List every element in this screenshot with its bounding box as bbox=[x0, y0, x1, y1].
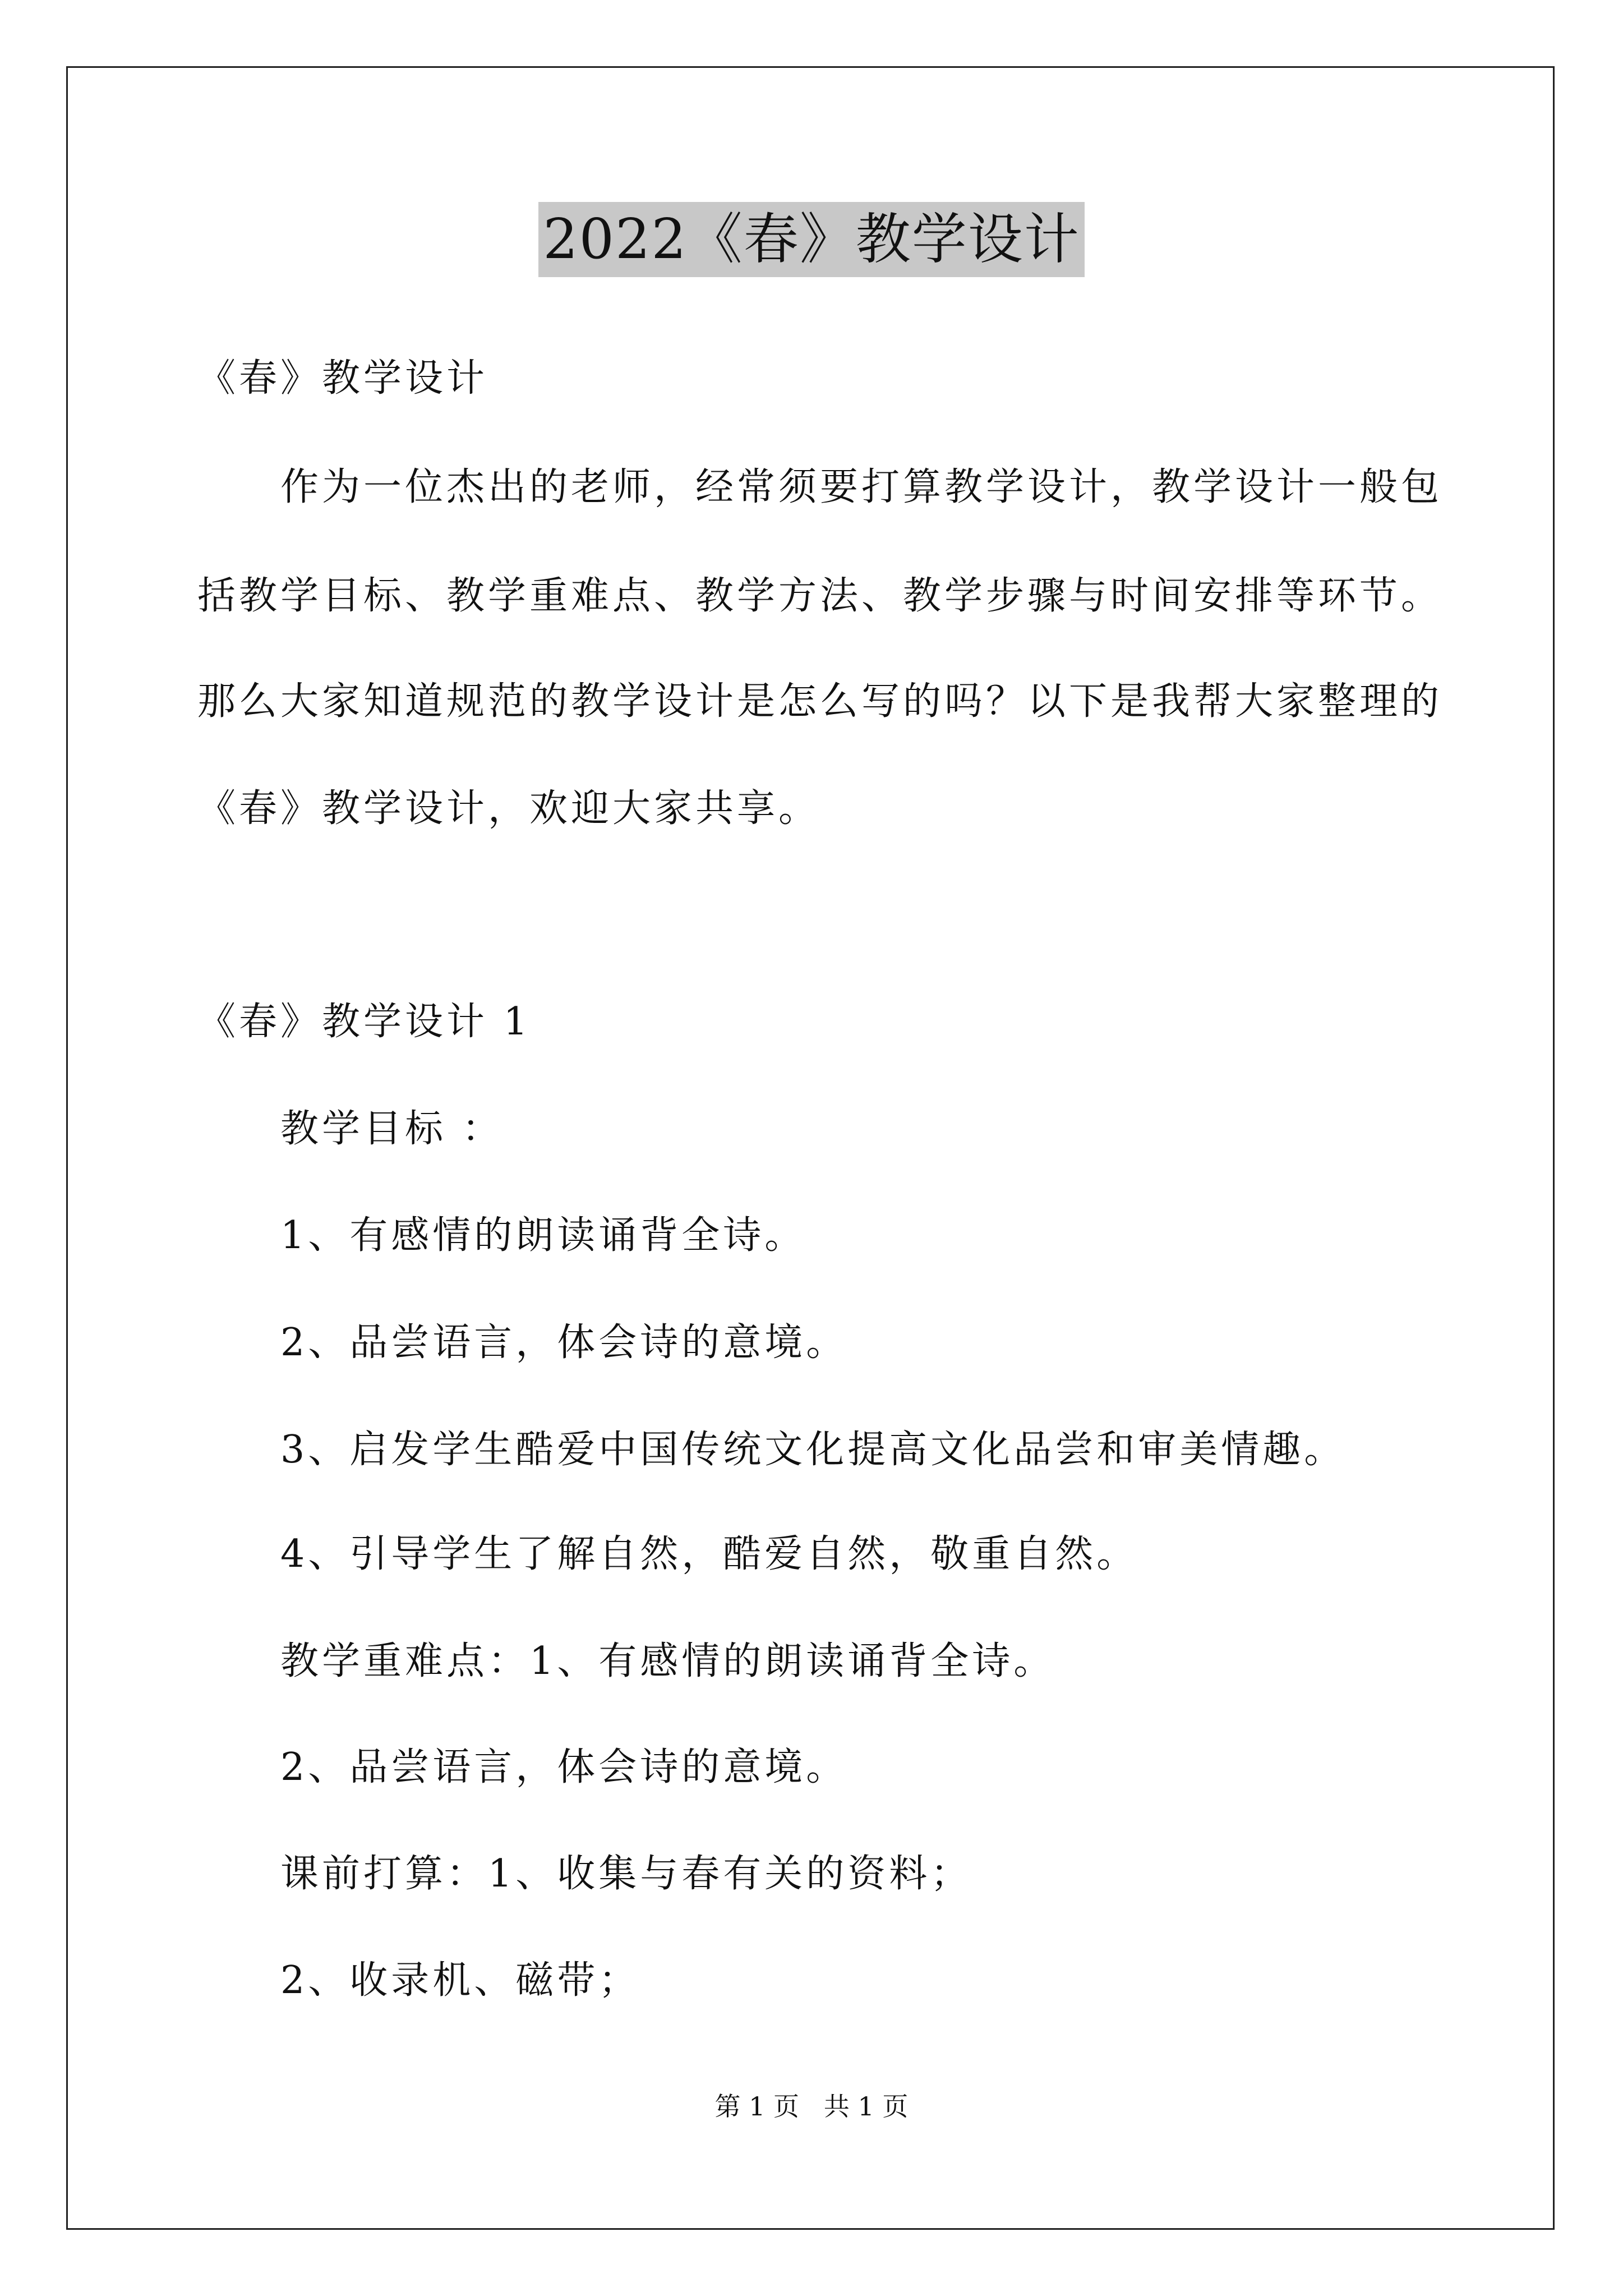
title-container bbox=[0, 202, 1623, 277]
document-title: 2022《春》教学设计 bbox=[538, 202, 1084, 277]
intro-line-2: 括教学目标、教学重难点、教学方法、教学步骤与时间安排等环节。 bbox=[197, 574, 1443, 618]
intro-line-3: 那么大家知道规范的教学设计是怎么写的吗？以下是我帮大家整理的 bbox=[197, 679, 1443, 724]
body-line-4: 3、启发学生酷爱中国传统文化提高文化品尝和审美情趣。 bbox=[280, 1428, 1346, 1472]
intro-line-1: 作为一位杰出的老师，经常须要打算教学设计，教学设计一般包 bbox=[280, 465, 1443, 509]
body-line-9: 2、收录机、磁带； bbox=[280, 1958, 640, 2003]
body-line-3: 2、品尝语言，体会诗的意境。 bbox=[280, 1320, 848, 1365]
body-line-8: 课前打算：1、收集与春有关的资料； bbox=[280, 1852, 972, 1896]
body-line-2: 1、有感情的朗读诵背全诗。 bbox=[280, 1213, 806, 1258]
body-line-5: 4、引导学生了解自然，酷爱自然，敬重自然。 bbox=[280, 1532, 1138, 1576]
section-heading: 《春》教学设计 1 bbox=[197, 1000, 531, 1044]
body-line-6: 教学重难点：1、有感情的朗读诵背全诗。 bbox=[280, 1639, 1055, 1683]
body-line-1: 教学目标 ： bbox=[280, 1107, 504, 1151]
document-subtitle: 《春》教学设计 bbox=[197, 356, 488, 401]
page-footer: 第 1 页 共 1 页 bbox=[714, 2091, 909, 2122]
intro-line-4: 《春》教学设计，欢迎大家共享。 bbox=[197, 786, 820, 831]
body-line-7: 2、品尝语言，体会诗的意境。 bbox=[280, 1745, 848, 1789]
